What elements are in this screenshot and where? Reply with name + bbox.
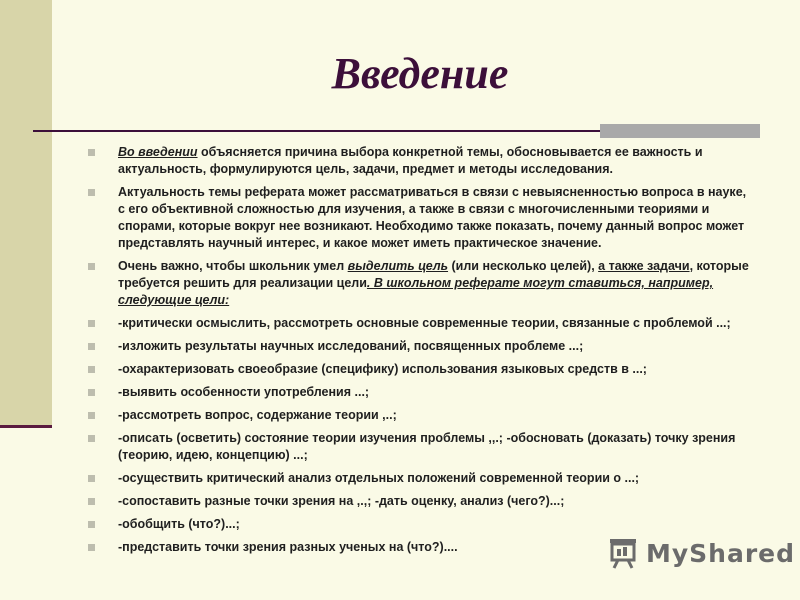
- bullet-text-segment: выделить цель: [347, 259, 449, 273]
- bullet-item: [88, 184, 756, 252]
- bullet-text-segment: (или несколько целей),: [448, 259, 599, 273]
- bullet-item: [88, 407, 756, 424]
- bullet-text-segment: . В школьном реферате могут ставиться, например, следующие цели:: [118, 276, 714, 307]
- bullet-item: [88, 361, 756, 378]
- bullet-text-segment: -критически осмыслить, рассмотреть основные современные теории, связанные с проблемой ...;: [118, 316, 731, 330]
- bullet-text-segment: , которые требуется решить для реализации цели: [118, 259, 749, 290]
- bullet-text-segment: Актуальность темы реферата может рассматриваться в связи с невыясненностью вопроса в науке, с его объективной сложностью для изучения, а также в связи с многочисленными теориями и спорами, которые вокруг нее возникают. Необходимо также показать, почему данный вопрос может представлять научный интерес, и какое может иметь практическое значение.: [118, 185, 747, 250]
- bullet-text-segment: -осуществить критический анализ отдельных положений современной теории о ...;: [118, 471, 640, 485]
- bullet-text-segment: -представить точки зрения разных ученых на (что?)....: [118, 540, 458, 554]
- bullet-item: [88, 338, 756, 355]
- bullet-item: [88, 516, 756, 533]
- bullet-item: [88, 493, 756, 510]
- bullet-text-segment: -описать (осветить) состояние теории изучения проблемы ,,.; -обосновать (доказать) точку зрения (теорию, идею, концепцию) ...;: [118, 431, 736, 462]
- bullet-list: [88, 144, 756, 562]
- bullet-item: [88, 144, 756, 178]
- title-divider-block: [600, 124, 760, 138]
- slide-title: Введение: [331, 49, 509, 98]
- title-divider-line: [33, 130, 600, 132]
- bullet-text-segment: -выявить особенности употребления ...;: [118, 385, 370, 399]
- bullet-text-segment: объясняется причина выбора конкретной темы, обосновывается ее важность и актуальность, формулируются цель, задачи, предмет и методы исследования.: [118, 145, 703, 176]
- bullet-text-segment: -сопоставить разные точки зрения на ,.,; -дать оценку, анализ (чего?)...;: [118, 494, 565, 508]
- bullet-text-segment: -обобщить (что?)...;: [118, 517, 240, 531]
- bullet-text-segment: -рассмотреть вопрос, содержание теории ,..;: [118, 408, 397, 422]
- bullet-text-segment: Во введении: [118, 145, 198, 159]
- presentation-board-icon: [606, 536, 640, 570]
- bullet-text-segment: Очень важно, чтобы школьник умел: [118, 259, 348, 273]
- bullet-text-segment: -изложить результаты научных исследований, посвященных проблеме ...;: [118, 339, 584, 353]
- bullet-item: [88, 384, 756, 401]
- left-accent-rule: [0, 425, 52, 428]
- bullet-item: [88, 315, 756, 332]
- watermark-text: MyShared: [646, 538, 796, 568]
- bullet-text-segment: -охарактеризовать своеобразие (специфику) использования языковых средств в ...;: [118, 362, 647, 376]
- bullet-item: [88, 258, 756, 309]
- bullet-text-segment: а также задачи: [598, 259, 690, 273]
- bullet-item: [88, 470, 756, 487]
- bullet-item: [88, 430, 756, 464]
- watermark: [606, 536, 795, 570]
